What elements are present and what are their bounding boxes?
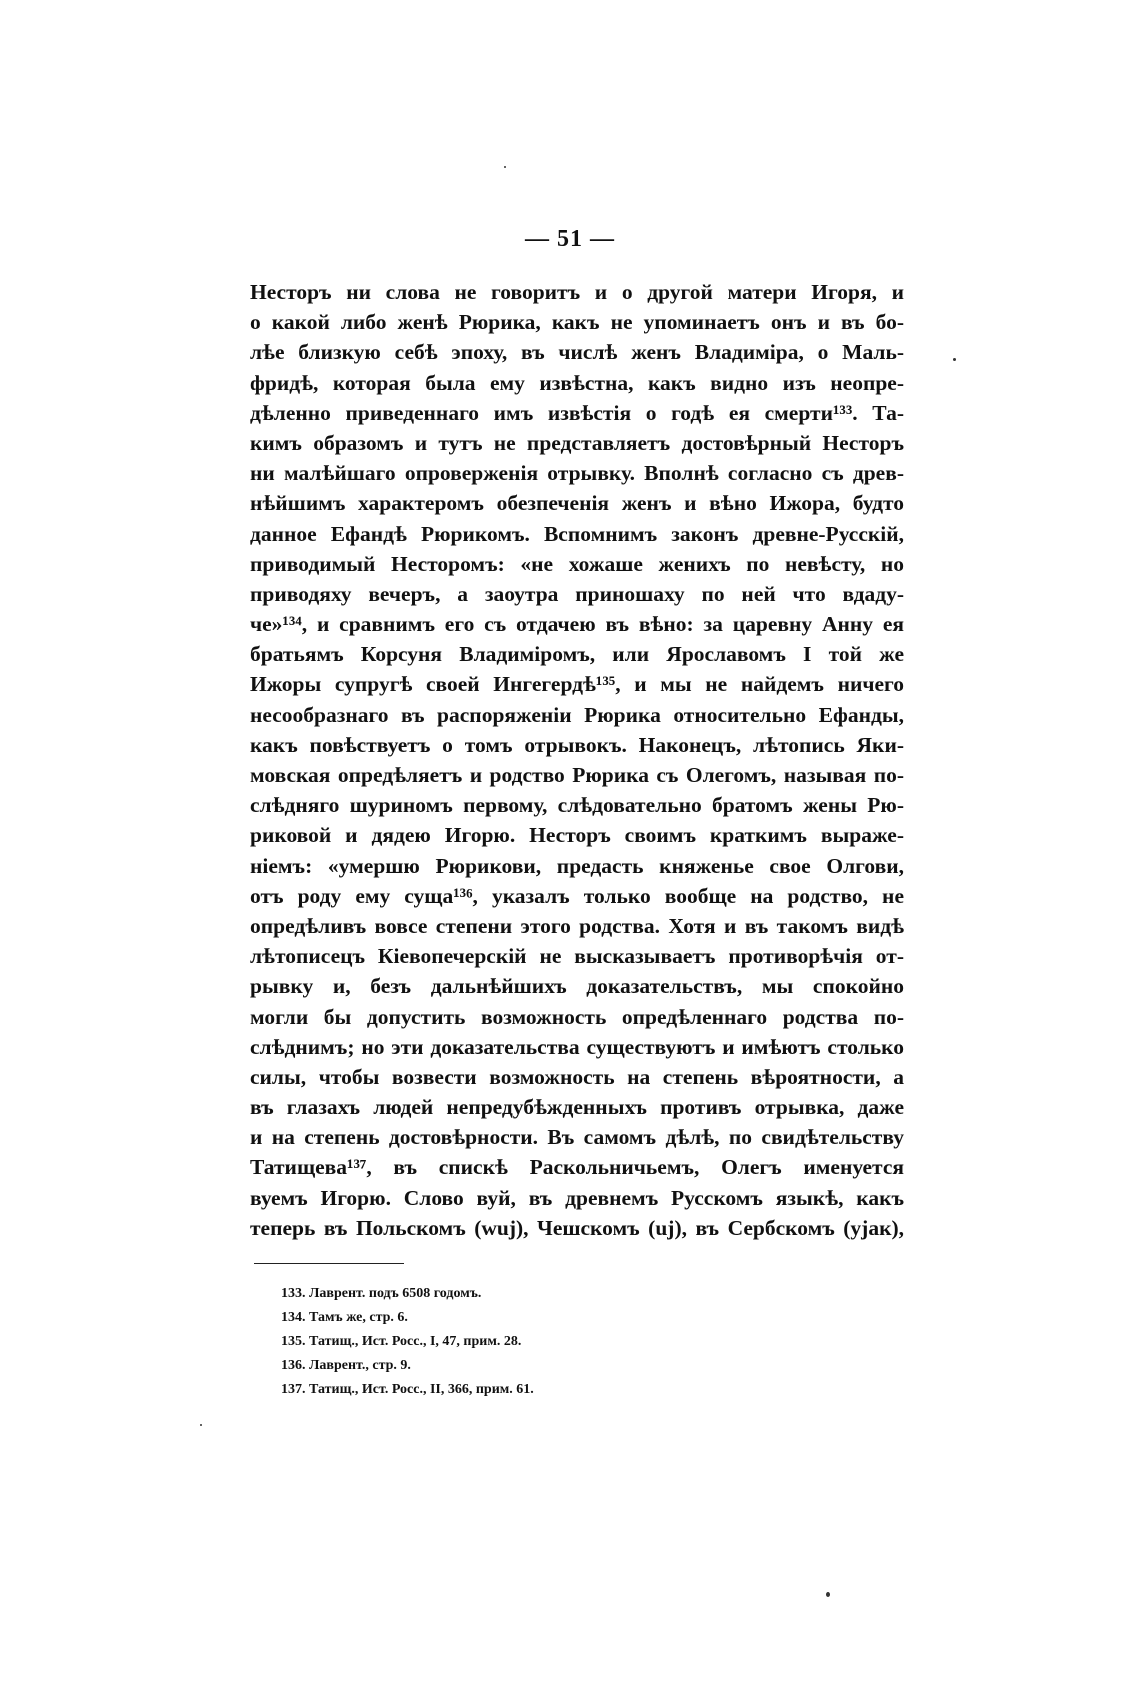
text-line: ни малѣйшаго опроверженія отрывку. Вполнѣ согласно съ древ- xyxy=(250,461,904,486)
text-line: дѣленно приведеннаго имъ извѣстія о годѣ ея смерти¹³³. Та- xyxy=(250,400,904,425)
text-line: рывку и, безъ дальнѣйшихъ доказательствъ, мы спокойно xyxy=(250,974,904,999)
body-text xyxy=(250,277,904,1243)
footnote: 136. Лаврент., стр. 9. xyxy=(281,1358,411,1373)
text-line: какъ повѣствуетъ о томъ отрывокъ. Наконецъ, лѣтопись Яки- xyxy=(250,732,904,757)
text-line: мовская опредѣляетъ и родство Рюрика съ Олегомъ, называя по- xyxy=(250,763,904,787)
text-line: могли бы допустить возможность опредѣленнаго родства по- xyxy=(250,1004,904,1029)
text-line: Ижоры супругѣ своей Ингегердѣ¹³⁵, и мы не найдемъ ничего xyxy=(250,672,904,697)
scan-speck xyxy=(953,358,956,361)
text-line: братьямъ Корсуня Владиміромъ, или Ярославомъ I той же xyxy=(250,642,904,667)
footnote-divider xyxy=(254,1263,404,1264)
scan-speck xyxy=(200,1424,202,1426)
text-line: опредѣливъ вовсе степени этого родства. Хотя и въ такомъ видѣ xyxy=(250,913,904,938)
text-line: теперь въ Польскомъ (wuj), Чешскомъ (uj), въ Сербскомъ (ујак), xyxy=(250,1215,904,1240)
footnote: 135. Татищ., Ист. Росс., I, 47, прим. 28. xyxy=(281,1334,522,1349)
text-line: въ глазахъ людей непредубѣжденныхъ противъ отрывка, даже xyxy=(250,1095,904,1120)
text-line: Несторъ ни слова не говоритъ и о другой матери Игоря, и xyxy=(250,280,904,304)
text-line: ніемъ: «умершю Рюрикови, предасть княженье свое Олгови, xyxy=(250,853,904,878)
text-line: че»¹³⁴, и сравнимъ его съ отдачею въ вѣно: за царевну Анну ея xyxy=(250,612,904,637)
footnote: 134. Тамъ же, стр. 6. xyxy=(281,1310,408,1325)
footnotes xyxy=(281,1282,781,1402)
text-line: вуемъ Игорю. Слово вуй, въ древнемъ Русскомъ языкѣ, какъ xyxy=(250,1185,904,1210)
text-line: риковой и дядею Игорю. Несторъ своимъ краткимъ выраже- xyxy=(250,823,904,848)
text-line: Татищева¹³⁷, въ спискѣ Раскольничьемъ, Олегъ именуется xyxy=(250,1155,904,1180)
scan-speck xyxy=(504,166,506,168)
footnote: 133. Лаврент. подъ 6508 годомъ. xyxy=(281,1286,482,1301)
text-line: силы, чтобы возвести возможность на степень вѣроятности, а xyxy=(250,1064,904,1089)
footnote: 137. Татищ., Ист. Росс., II, 366, прим. 61. xyxy=(281,1382,534,1397)
text-line: данное Ефандѣ Рюрикомъ. Вспомнимъ законъ древне-Русскій, xyxy=(250,521,904,546)
text-line: и на степень достовѣрности. Въ самомъ дѣлѣ, по свидѣтельству xyxy=(250,1125,904,1150)
text-line: о какой либо женѣ Рюрика, какъ не упоминаетъ онъ и въ бо- xyxy=(250,310,904,335)
text-line: фридѣ, которая была ему извѣстна, какъ видно изъ неопре- xyxy=(250,370,904,395)
text-line: кимъ образомъ и тутъ не представляетъ достовѣрный Несторъ xyxy=(250,430,904,455)
text-line: лѣе близкую себѣ эпоху, въ числѣ женъ Владиміра, о Маль- xyxy=(250,340,904,365)
scan-speck xyxy=(826,1592,830,1597)
text-line: нѣйшимъ характеромъ обезпеченія женъ и вѣно Ижора, будто xyxy=(250,491,904,516)
text-line: слѣднимъ; но эти доказательства существуютъ и имѣютъ столько xyxy=(250,1034,904,1059)
text-line: отъ роду ему суща¹³⁶, указалъ только вообще на родство, не xyxy=(250,883,904,908)
text-line: несообразнаго въ распоряженіи Рюрика относительно Ефанды, xyxy=(250,702,904,727)
text-line: лѣтописецъ Кіевопечерскій не высказываетъ противорѣчія от- xyxy=(250,944,904,969)
text-line: приводимый Несторомъ: «не хожаше женихъ по невѣсту, но xyxy=(250,551,904,576)
text-line: приводяху вечеръ, а заоутра приношаху по ней что вдаду- xyxy=(250,581,904,606)
page-number: — 51 — xyxy=(525,226,615,252)
text-line: слѣдняго шуриномъ первому, слѣдовательно братомъ жены Рю- xyxy=(250,793,904,818)
